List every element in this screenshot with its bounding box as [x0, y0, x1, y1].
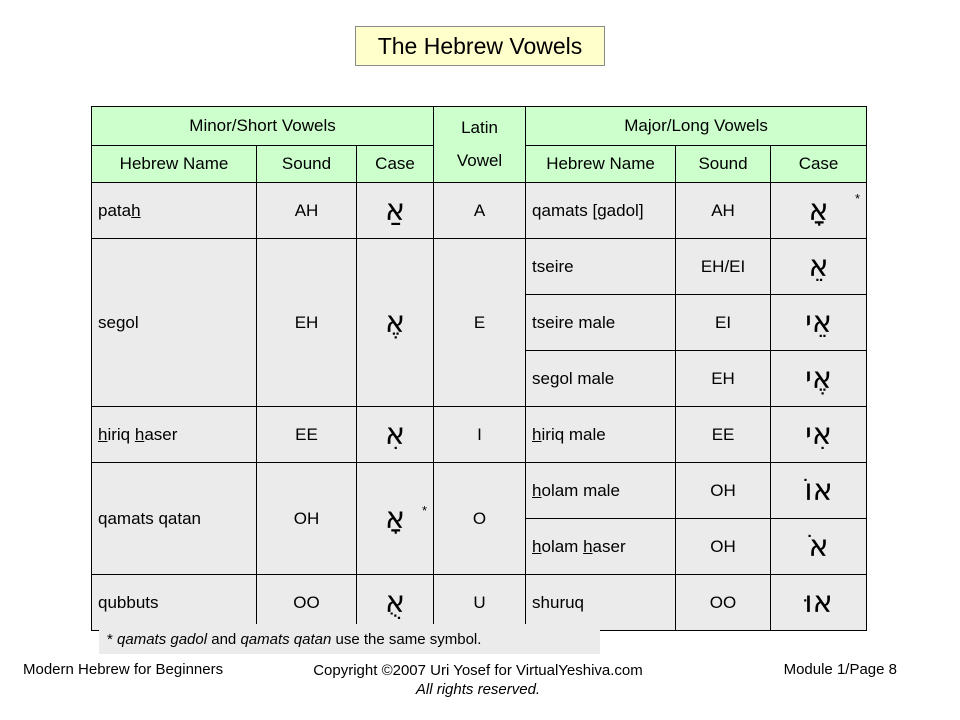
vowels-table [91, 106, 867, 631]
minor-vowel-symbol: אֻ [357, 575, 434, 631]
footnote-marker: * [855, 191, 861, 206]
major-vowel-name: qamats [gadol] [526, 183, 676, 239]
page-title: The Hebrew Vowels [355, 26, 605, 66]
latin-vowel: U [434, 575, 526, 631]
latin-vowel-header [434, 107, 526, 183]
minor-hebrew-name-header: Hebrew Name [92, 146, 257, 183]
minor-sound-header: Sound [257, 146, 357, 183]
major-vowel-name: shuruq [526, 575, 676, 631]
major-vowel-name: tseire [526, 239, 676, 295]
major-vowel-symbol: אֶי [771, 351, 867, 407]
minor-vowels-header: Minor/Short Vowels [92, 107, 434, 146]
major-vowel-sound: OO [676, 575, 771, 631]
major-vowel-symbol: אֹ [771, 519, 867, 575]
major-vowels-header: Major/Long Vowels [526, 107, 867, 146]
major-vowel-symbol: אוּ [771, 575, 867, 631]
footnote-marker: * [421, 503, 428, 518]
minor-vowel-sound: OH [257, 463, 357, 575]
major-hebrew-name-header: Hebrew Name [526, 146, 676, 183]
minor-case-header: Case [357, 146, 434, 183]
minor-vowel-sound: EH [257, 239, 357, 407]
major-sound-header: Sound [676, 146, 771, 183]
table-row [92, 407, 867, 463]
minor-vowel-sound: OO [257, 575, 357, 631]
minor-vowel-name: segol [92, 239, 257, 407]
rights-line: All rights reserved. [415, 680, 541, 698]
major-vowel-symbol: אוֹ [771, 463, 867, 519]
minor-vowel-sound: AH [257, 183, 357, 239]
latin-header-line1: Latin [461, 118, 498, 138]
footer-page-number: Module 1/Page 8 [783, 661, 897, 678]
minor-vowel-name: qamats qatan [92, 463, 257, 575]
table-row [92, 183, 867, 239]
table-row [92, 463, 867, 519]
latin-header-line2: Vowel [456, 150, 503, 170]
major-vowel-name: holam haser [526, 519, 676, 575]
latin-vowel: E [434, 239, 526, 407]
latin-vowel: I [434, 407, 526, 463]
minor-vowel-symbol: אַ [357, 183, 434, 239]
major-vowel-sound: AH [676, 183, 771, 239]
minor-vowel-name: qubbuts [92, 575, 257, 631]
minor-vowel-symbol: אִ [357, 407, 434, 463]
major-vowel-symbol: אִי [771, 407, 867, 463]
latin-vowel: O [434, 463, 526, 575]
minor-vowel-sound: EE [257, 407, 357, 463]
minor-vowel-symbol: אָ * [357, 463, 434, 575]
table-row [92, 575, 867, 631]
footer-copyright [288, 662, 668, 700]
major-vowel-symbol: אֵי [771, 295, 867, 351]
footnote: * qamats gadol and qamats qatan use the same symbol. [99, 624, 600, 654]
latin-vowel: A [434, 183, 526, 239]
major-vowel-sound: EH/EI [676, 239, 771, 295]
major-vowel-name: holam male [526, 463, 676, 519]
major-vowel-symbol: אָ * [771, 183, 867, 239]
major-vowel-name: hiriq male [526, 407, 676, 463]
major-vowel-name: segol male [526, 351, 676, 407]
major-vowel-sound: EH [676, 351, 771, 407]
minor-vowel-name: hiriq haser [92, 407, 257, 463]
major-vowel-sound: OH [676, 519, 771, 575]
major-vowel-sound: OH [676, 463, 771, 519]
major-vowel-name: tseire male [526, 295, 676, 351]
copyright-line: Copyright ©2007 Uri Yosef for VirtualYeshiva.com [313, 662, 643, 679]
table-row [92, 239, 867, 295]
major-vowel-sound: EI [676, 295, 771, 351]
minor-vowel-symbol: אֶ [357, 239, 434, 407]
minor-vowel-name: patah [92, 183, 257, 239]
footer-course-title: Modern Hebrew for Beginners [23, 661, 224, 678]
major-vowel-symbol: אֵ [771, 239, 867, 295]
major-case-header: Case [771, 146, 867, 183]
major-vowel-sound: EE [676, 407, 771, 463]
